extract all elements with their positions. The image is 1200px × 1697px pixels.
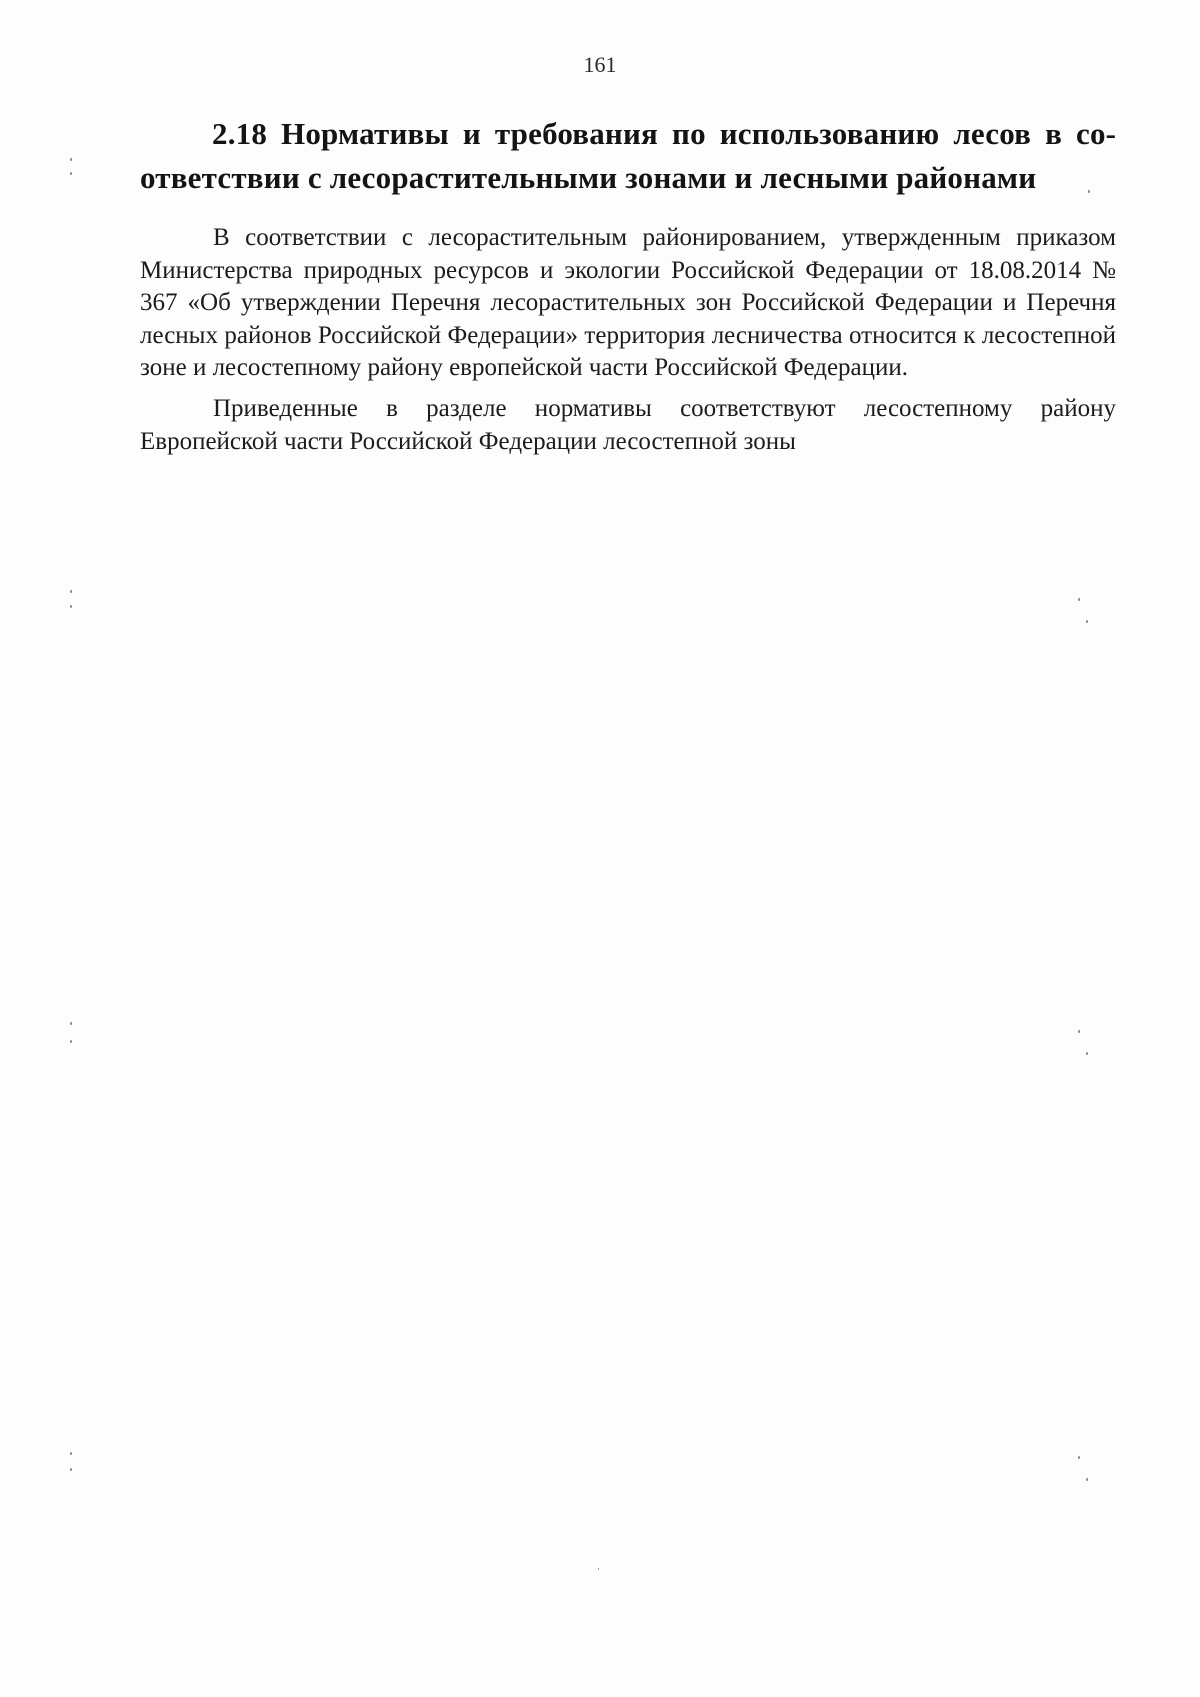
scan-speck xyxy=(70,172,72,175)
scan-speck xyxy=(1078,598,1080,601)
scan-speck xyxy=(70,1040,72,1043)
scan-speck xyxy=(70,1022,72,1025)
scan-speck xyxy=(1078,1456,1080,1459)
section-body xyxy=(140,222,1116,466)
page-number: 161 xyxy=(583,52,617,77)
scan-speck xyxy=(70,158,72,161)
scan-speck xyxy=(70,605,72,608)
paragraph-1: В соответствии с лесорастительным районированием, утвержденным приказом Министерства природных ресурсов и экологии Российской Федерации от 18.08.2014 № 367 «Об утверждении Перечня лесорастительных зон Российской Федерации и Перечня лесных районов Российской Федерации» территория лесничества относится к лесостепной зоне и лесостепному району европейской части Российской Федерации. xyxy=(140,224,1116,382)
scan-speck xyxy=(1088,190,1090,193)
scan-speck xyxy=(598,1568,599,1570)
scan-speck xyxy=(1078,1030,1080,1033)
scan-speck xyxy=(1086,1478,1088,1481)
scan-speck xyxy=(70,1452,72,1455)
scan-speck xyxy=(70,590,72,593)
section-heading: 2.18 Нормативы и требования по использованию лесов в соответствии с лесорастительными зонами и лесными районами xyxy=(140,116,1116,195)
scan-speck xyxy=(1086,620,1088,623)
scan-speck xyxy=(1086,1052,1088,1055)
scan-speck xyxy=(70,1468,72,1471)
paragraph-2: Приведенные в разделе нормативы соответствуют лесостепному району Европейской части Российской Федерации лесостепной зоны xyxy=(140,394,1116,455)
